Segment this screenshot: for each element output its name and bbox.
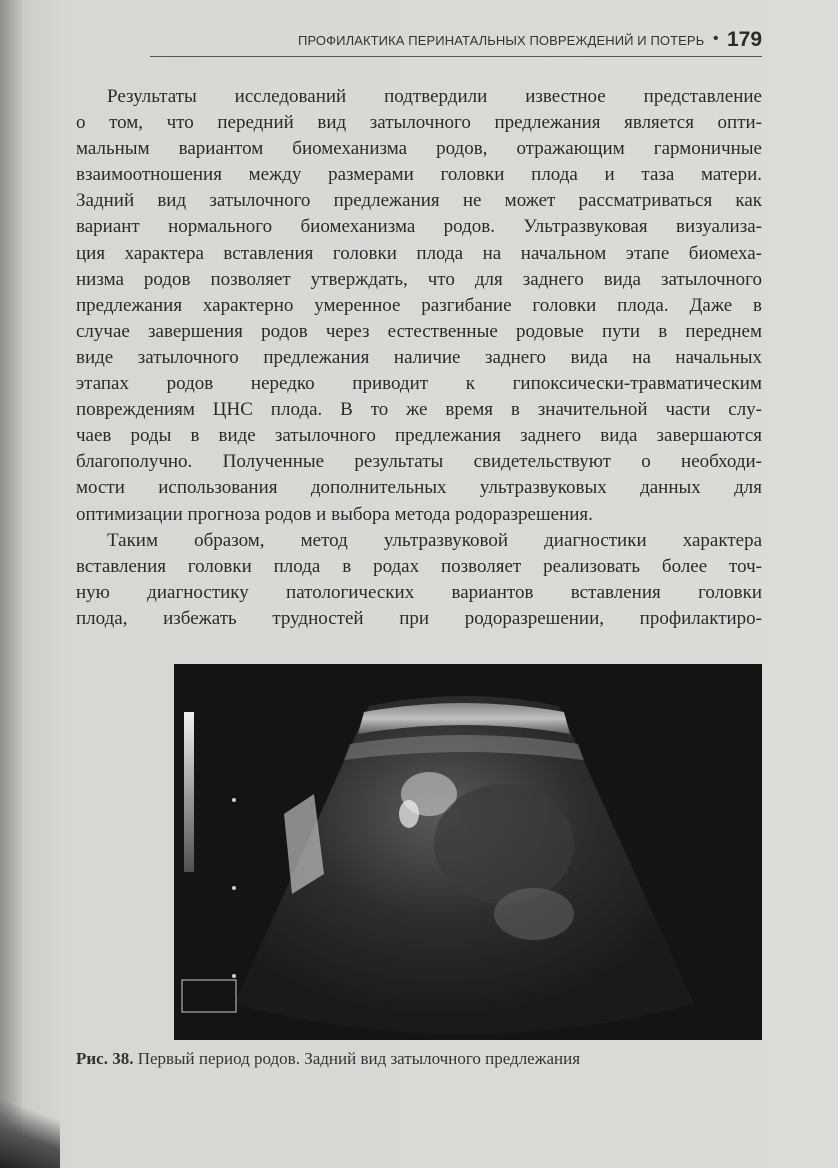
body-line: ную диагностику патологических вариантов вставления головки	[76, 581, 762, 603]
body-line: взаимоотношения между размерами головки плода и таза матери.	[76, 164, 762, 186]
page-number: 179	[727, 28, 763, 51]
body-line: случае завершения родов через естественные родовые пути в переднем	[76, 320, 762, 342]
body-line: повреждениям ЦНС плода. В то же время в значительной части слу-	[76, 399, 762, 421]
body-line: ция характера вставления головки плода на начальном этапе биомеха-	[76, 242, 762, 264]
body-line: Задний вид затылочного предлежания не может рассматриваться как	[76, 190, 762, 212]
body-line: Результаты исследований подтвердили известное представление	[107, 86, 762, 107]
body-line: виде затылочного предлежания наличие заднего вида на начальных	[76, 346, 762, 368]
figure-caption	[76, 1049, 776, 1069]
running-title: ПРОФИЛАКТИКА ПЕРИНАТАЛЬНЫХ ПОВРЕЖДЕНИЙ И ПОТЕРЬ	[298, 33, 705, 48]
ultrasound-scan-graphic	[174, 664, 762, 1040]
body-line: вставления головки плода в родах позволяет реализовать более точ-	[76, 555, 762, 577]
body-line: этапах родов нередко приводит к гипоксически-травматическим	[76, 373, 762, 395]
body-line: низма родов позволяет утверждать, что для заднего вида затылочного	[76, 268, 762, 290]
caption-text: Первый период родов. Задний вид затылочного предлежания	[137, 1049, 581, 1068]
body-line: мальным вариантом биомеханизма родов, отражающим гармоничные	[76, 138, 762, 160]
body-text	[76, 84, 762, 632]
body-line: оптимизации прогноза родов и выбора метода родоразрешения.	[76, 503, 593, 525]
body-line: предлежания характерно умеренное разгибание головки плода. Даже в	[76, 294, 762, 316]
body-line: плода, избежать трудностей при родоразрешении, профилактиро-	[76, 607, 762, 629]
body-line: о том, что передний вид затылочного предлежания является опти-	[76, 112, 762, 134]
grayscale-bar	[184, 712, 194, 872]
body-line: Таким образом, метод ультразвуковой диагностики характера	[107, 529, 762, 551]
caption-label: Рис. 38.	[76, 1049, 134, 1068]
header-bullet: •	[713, 30, 719, 47]
page-corner-shadow	[0, 1090, 60, 1168]
binding-shadow	[0, 0, 22, 1168]
body-line: чаев роды в виде затылочного предлежания заднего вида завершаются	[76, 425, 762, 447]
ultrasound-image	[174, 664, 762, 1040]
running-header	[150, 26, 762, 57]
body-line: мости использования дополнительных ультразвуковых данных для	[76, 477, 762, 499]
body-line: благополучно. Полученные результаты свидетельствуют о необходи-	[76, 451, 762, 473]
body-line: вариант нормального биомеханизма родов. Ультразвуковая визуализа-	[76, 216, 762, 238]
